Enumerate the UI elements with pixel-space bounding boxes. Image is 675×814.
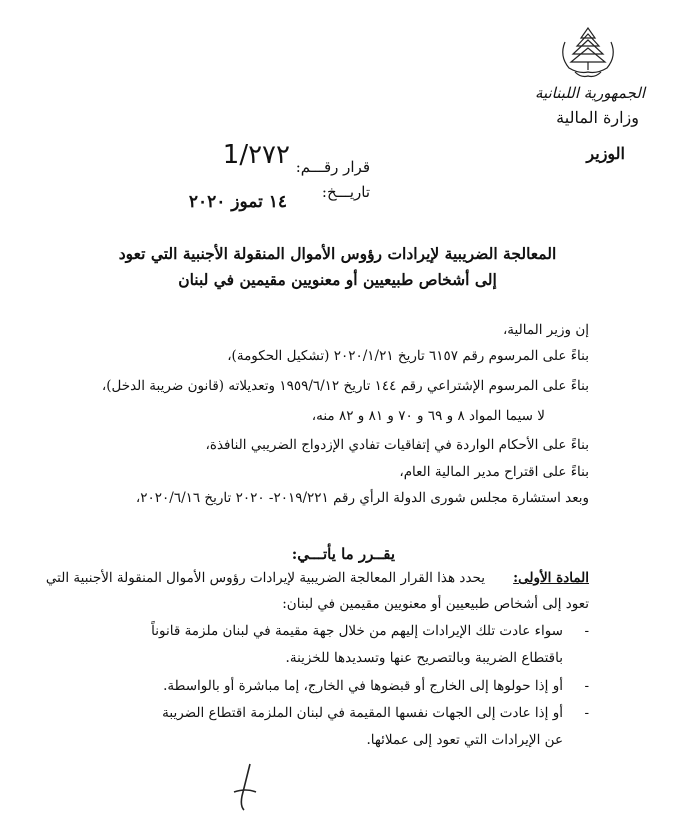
bullet-item: أو إذا عادت إلى الجهات نفسها المقيمة في لبنان الملزمة اقتطاع الضريبة [162, 705, 563, 721]
article-1-text: يحدد هذا القرار المعالجة الضريبية لإيرادات رؤوس الأموال المنقولة الأجنبية التي [45, 570, 485, 586]
bullet-dash: - [584, 678, 589, 694]
preamble-line: إن وزير المالية، [502, 322, 589, 338]
cedar-emblem-icon [553, 22, 623, 80]
preamble-line: بناءً على اقتراح مدير المالية العام، [399, 464, 589, 480]
preamble-line: بناءً على الأحكام الواردة في إتفاقيات تفادي الإزدواج الضريبي النافذة، [205, 437, 589, 453]
article-1-continuation: تعود إلى أشخاص طبيعيين أو معنويين مقيمين في لبنان: [282, 596, 589, 612]
preamble-line: بناءً على المرسوم الإشتراعي رقم ١٤٤ تاريخ ١٩٥٩/٦/١٢ وتعديلاته (قانون ضريبة الدخل)، [101, 378, 589, 394]
bullet-item-continuation: باقتطاع الضريبة وبالتصريح عنها وتسديدها للخزينة. [285, 650, 563, 666]
bullet-dash: - [584, 623, 589, 639]
title-line-1: المعالجة الضريبية لإيرادات رؤوس الأموال المنقولة الأجنبية التي تعود [118, 244, 557, 263]
decision-number-label: قرار رقـــم: [295, 158, 370, 176]
bullet-item: سواء عادت تلك الإيرادات إليهم من خلال جهة مقيمة في لبنان ملزمة قانوناً [151, 623, 563, 639]
decides-heading: يقــرر ما يأتـــي: [291, 545, 395, 563]
decision-date-value: ١٤ تموز ٢٠٢٠ [188, 192, 287, 212]
signature-mark [220, 762, 270, 812]
preamble-line: وبعد استشارة مجلس شورى الدولة الرأي رقم ٢٠١٩/٢٢١- ٢٠٢٠ تاريخ ٢٠٢٠/٦/١٦، [135, 490, 589, 506]
decision-date-label: تاريـــخ: [321, 183, 370, 201]
title-line-2: إلى أشخاص طبيعيين أو معنويين مقيمين في لبنان [178, 270, 497, 289]
article-1-label: المادة الأولى: [513, 570, 589, 586]
ministry-name: وزارة المالية [556, 108, 639, 127]
bullet-item-continuation: عن الإيرادات التي تعود إلى عملائها. [366, 732, 563, 748]
decision-number-value: 1/٢٧٢ [222, 140, 290, 170]
preamble-line: لا سيما المواد ٨ و ٦٩ و ٧٠ و ٨١ و ٨٢ منه، [311, 408, 545, 424]
bullet-item: أو إذا حولوها إلى الخارج أو قبضوها في الخارج، إما مباشرة أو بالواسطة. [163, 678, 563, 694]
minister-title: الوزير [586, 144, 625, 163]
preamble-line: بناءً على المرسوم رقم ٦١٥٧ تاريخ ٢٠٢٠/١/٢١ (تشكيل الحكومة)، [227, 348, 589, 364]
republic-name: الجمهورية اللبنانية [534, 84, 645, 102]
bullet-dash: - [584, 705, 589, 721]
